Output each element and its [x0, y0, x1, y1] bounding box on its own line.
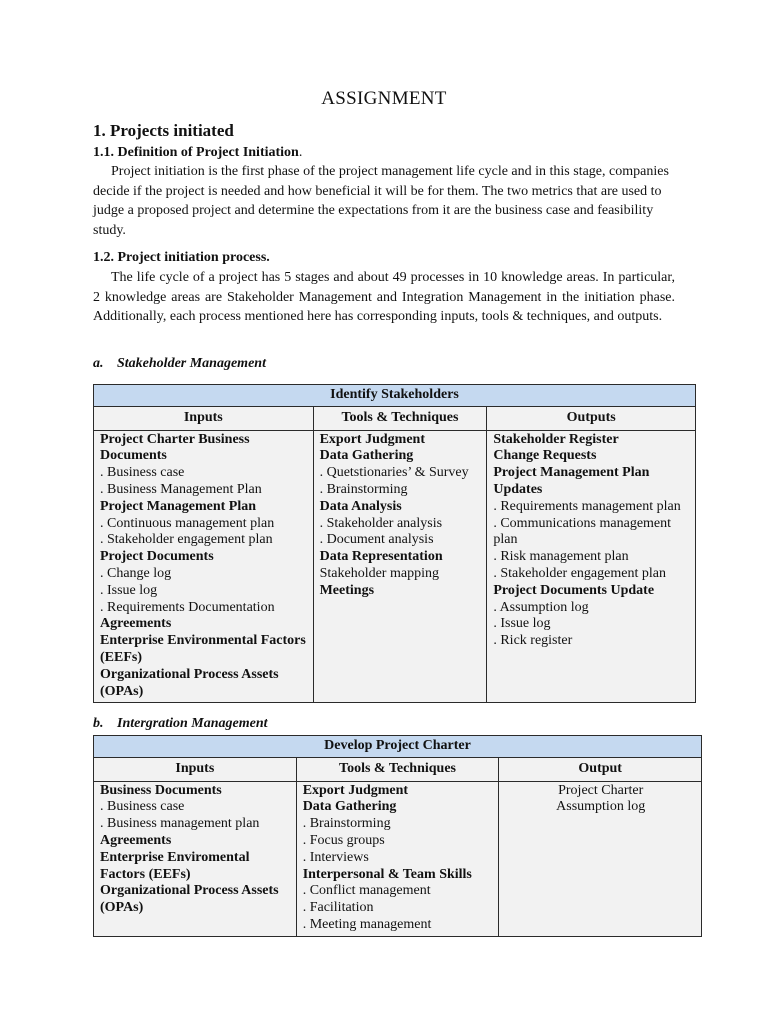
cell-heading: Organizational Process Assets (OPAs) [100, 666, 279, 699]
cell-heading: Enterprise Environmental Factors (EEFs) [100, 633, 306, 665]
cell-item: . Facilitation [302, 900, 374, 916]
identify-stakeholders-table [93, 384, 696, 703]
cell-heading: Organizational Process Assets (OPAs) [100, 883, 279, 916]
cell-item: . Focus groups [302, 832, 385, 848]
subsection-heading-definition-text: 1.1. Definition of Project Initiation [93, 145, 299, 160]
subheading-b-text: Intergration Management [117, 716, 268, 731]
document-title: ASSIGNMENT [321, 88, 447, 109]
cell-item: . Interviews [302, 849, 369, 865]
cell-item: Project Charter [558, 782, 644, 798]
process-paragraph: The life cycle of a project has 5 stages and about 49 processes in 10 knowledge areas. In particular, 2 knowledge areas are Stakeholder Management and Integration Management in the initiation phase. Additionally, each process mentioned here has corresponding inputs, tools & techniques, and outputs. [93, 270, 675, 324]
cell-item: Stakeholder mapping [319, 565, 439, 581]
cell-item: . Business case [100, 465, 185, 481]
column-header-output: Output [499, 757, 702, 781]
subsection-heading-definition [93, 145, 302, 161]
cell-heading: Meetings [319, 582, 375, 598]
cell-heading: Change Requests [493, 448, 597, 464]
cell-item: . Meeting management [302, 916, 432, 932]
tools-cell [296, 781, 499, 936]
inputs-cell [94, 781, 297, 936]
cell-heading: Stakeholder Register [493, 431, 619, 447]
cell-heading: Enterprise Enviromental Factors (EEFs) [100, 849, 250, 882]
output-cell [499, 781, 702, 936]
cell-heading: Data Gathering [319, 448, 414, 464]
column-header-tools: Tools & Techniques [296, 757, 499, 781]
subheading-stakeholder-management [93, 356, 266, 372]
cell-item: . Change log [100, 565, 172, 581]
cell-item: . Continuous management plan [100, 515, 275, 531]
cell-heading: Project Documents [100, 549, 214, 565]
cell-item: . Communications management plan [493, 515, 672, 548]
cell-item: Assumption log [556, 799, 646, 815]
subheading-b-label: b. [93, 716, 104, 731]
table-caption: Identify Stakeholders [94, 385, 696, 407]
subheading-integration-management [93, 716, 268, 732]
cell-item: . Quetstionaries’ & Survey [319, 465, 469, 481]
inputs-cell [94, 430, 314, 703]
cell-heading: Data Representation [319, 549, 443, 565]
cell-item: . Brainstorming [319, 481, 408, 497]
cell-heading: Project Charter Business Documents [100, 431, 250, 464]
cell-heading: Data Gathering [302, 799, 397, 815]
column-header-outputs: Outputs [487, 406, 696, 430]
tools-cell [313, 430, 487, 703]
develop-project-charter-table [93, 735, 702, 937]
cell-heading: Agreements [100, 616, 172, 632]
column-header-inputs: Inputs [94, 757, 297, 781]
cell-item: . Requirements management plan [493, 498, 681, 514]
cell-item: . Stakeholder analysis [319, 515, 443, 531]
cell-item: . Business Management Plan [100, 481, 262, 497]
cell-item: . Requirements Documentation [100, 599, 275, 615]
outputs-cell [487, 430, 696, 703]
cell-item: . Document analysis [319, 532, 434, 548]
cell-heading: Agreements [100, 832, 172, 848]
cell-heading: Project Management Plan Updates [493, 465, 650, 497]
cell-heading: Export Judgment [302, 782, 409, 798]
cell-item: . Stakeholder engagement plan [100, 532, 273, 548]
cell-item: . Issue log [100, 582, 158, 598]
table-caption: Develop Project Charter [94, 736, 702, 758]
cell-heading: Export Judgment [319, 431, 425, 447]
cell-heading: Business Documents [100, 782, 222, 798]
subheading-a-text: Stakeholder Management [117, 356, 266, 371]
cell-heading: Interpersonal & Team Skills [302, 866, 472, 882]
cell-item: . Business management plan [100, 816, 260, 832]
cell-heading: Data Analysis [319, 498, 402, 514]
cell-item: . Conflict management [302, 883, 431, 899]
definition-paragraph: Project initiation is the first phase of the project management life cycle and in this stage, companies decide if the project is needed and how beneficial it will be for them. The two metrics that are used to judge a proposed project and determine the expectations from it are the business case and feasibility study. [93, 164, 669, 238]
cell-heading: Project Documents Update [493, 582, 655, 598]
cell-item: . Risk management plan [493, 549, 629, 565]
subsection-heading-process: 1.2. Project initiation process. [93, 250, 270, 265]
column-header-inputs: Inputs [94, 406, 314, 430]
cell-item: . Issue log [493, 616, 551, 632]
subsection-heading-definition-tail: . [298, 145, 303, 160]
subheading-a-label: a. [93, 356, 104, 371]
cell-item: . Brainstorming [302, 816, 391, 832]
column-header-tools: Tools & Techniques [313, 406, 487, 430]
section-heading-projects-initiated: 1. Projects initiated [93, 121, 234, 140]
cell-heading: Project Management Plan [100, 498, 257, 514]
cell-item: . Business case [100, 799, 185, 815]
cell-item: . Rick register [493, 633, 573, 649]
cell-item: . Stakeholder engagement plan [493, 565, 666, 581]
cell-item: . Assumption log [493, 599, 589, 615]
